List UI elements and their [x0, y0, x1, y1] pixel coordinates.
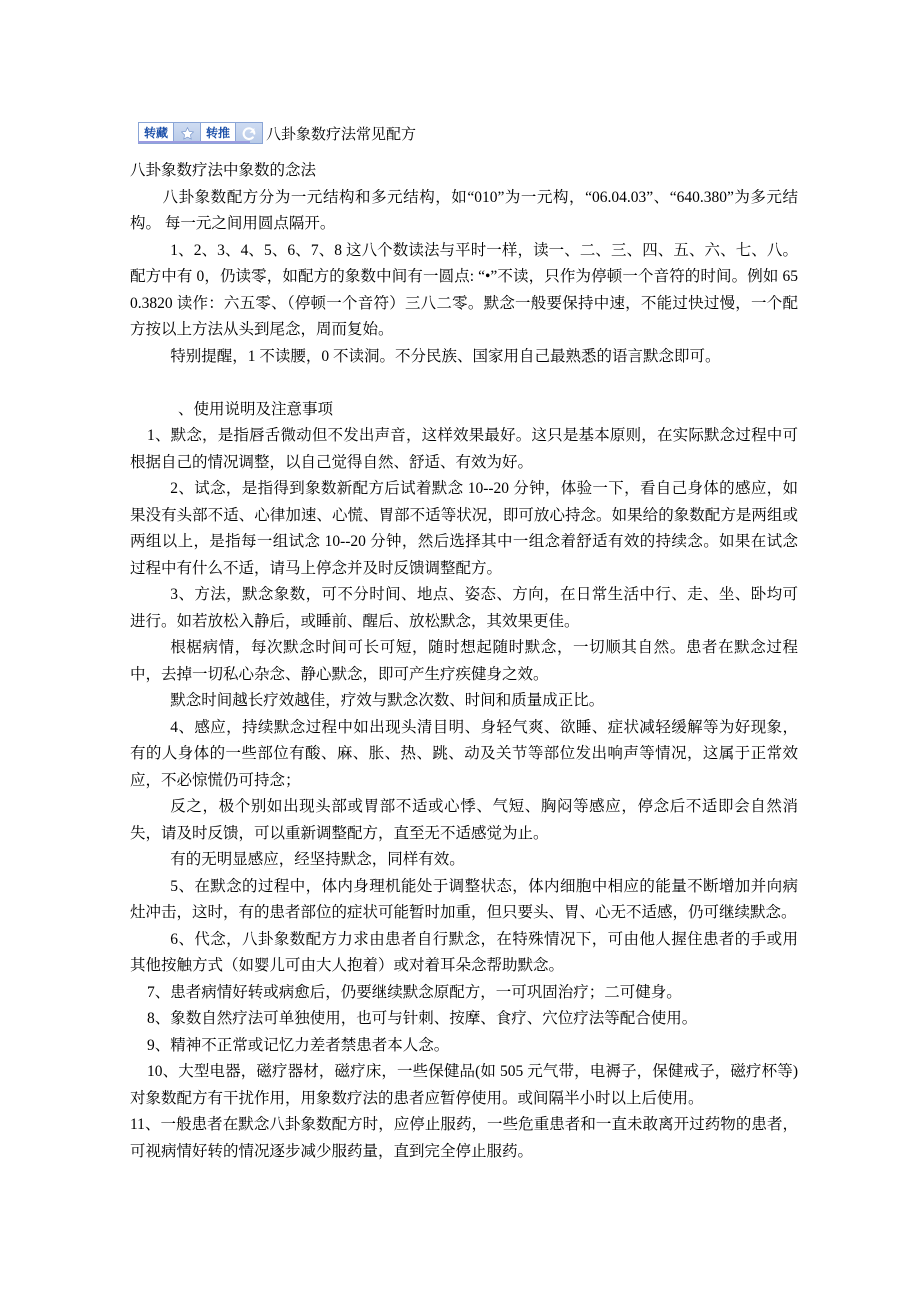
- list-item: 3、方法，默念象数，可不分时间、地点、姿态、方向，在日常生活中行、走、坐、卧均可进行。如若放松入静后，或睡前、醒后、放松默念，其效果更佳。: [130, 586, 798, 630]
- list-item: 根椐病情，每次默念时间可长可短，随时想起随时默念，一切顺其自然。患者在默念过程中，去掉一切私心杂念、静心默念，即可产生疗疾健身之效。: [130, 639, 798, 683]
- list-item: 9、精神不正常或记忆力差者禁患者本人念。: [147, 1036, 450, 1054]
- list-item: 4、感应，持续默念过程中如出现头清目明、身轻气爽、欲睡、症状减轻缓解等为好现象，有的人身体的一些部位有酸、麻、胀、热、跳、动及关节等部位发出响声等情况，这属于正常效应，不必惊慌仍可持念；: [130, 718, 798, 789]
- section-heading-usage-notes: 、使用说明及注意事项: [178, 400, 334, 418]
- list-item: 10、大型电器，磁疗器材，磁疗床，一些保健品(如 505 元气带，电褥子，保健戒子，磁疗杯等)对象数配方有干扰作用，用象数疗法的患者应暂停使用。或间隔半小时以上后使用。: [130, 1063, 798, 1107]
- blank-line: [130, 370, 798, 397]
- list-item: 有的无明显感应，经坚持默念，同样有效。: [170, 851, 465, 868]
- list-item: 8、象数自然疗法可单独使用，也可与针刺、按摩、食疗、穴位疗法等配合使用。: [147, 1010, 698, 1027]
- paragraph-special-reminder: 特别提醒，1 不读腰，0 不读洞。不分民族、国家用自己最熟悉的语言默念即可。: [170, 347, 721, 365]
- list-item: 7、患者病情好转或病愈后，仍要继续默念原配方，一可巩固治疗；二可健身。: [147, 983, 682, 1001]
- bookmark-button[interactable]: 转藏: [139, 123, 173, 143]
- share-toolbar-row: [138, 112, 798, 144]
- document-content: [130, 112, 798, 1165]
- paragraph-number-pronunciation: 1、2、3、4、5、6、7、8 这八个数读法与平时一样，读一、二、三、四、五、六、七、八。配方中有 0，仍读零，如配方的象数中间有一圆点: “•”不读，只作为停顿一个音符的时间。例如 650.3820 读作：六五零、（停顿一个音符）三八二零。默念一般要保持中速，不能过快过慢，一个配方按以上方法从头到尾念，周而复始。: [130, 241, 798, 338]
- list-item: 1、默念，是指唇舌微动但不发出声音，这样效果最好。这只是基本原则，在实际默念过程中可根据自己的情况调整，以自己觉得自然、舒适、有效为好。: [130, 427, 798, 471]
- undo-arrow-icon[interactable]: [235, 123, 262, 143]
- list-item: 反之，极个别如出现头部或胃部不适或心悸、气短、胸闷等感应，停念后不适即会自然消失，请及时反馈，可以重新调整配方，直至无不适感觉为止。: [130, 798, 798, 842]
- star-icon[interactable]: [173, 123, 201, 143]
- paragraph-structure-explained: 八卦象数配方分为一元结构和多元结构，如“010”为一元构，“06.04.03”、“640.380”为多元结构。 每一元之间用圆点隔开。: [130, 188, 798, 232]
- list-item: 11、一般患者在默念八卦象数配方时，应停止服药，一些危重患者和一直未敢离开过药物的患者，可视病情好转的情况逐步减少服药量，直到完全停止服药。: [130, 1116, 798, 1160]
- list-item: 默念时间越长疗效越佳，疗效与默念次数、时间和质量成正比。: [170, 692, 605, 709]
- list-item: 2、试念，是指得到象数新配方后试着默念 10--20 分钟，体验一下，看自己身体的感应，如果没有头部不适、心律加速、心慌、胃部不适等状况，即可放心持念。如果给的象数配方是两组或两组以上，是指每一组试念 10--20 分钟，然后选择其中一组念着舒适有效的持续念。如果在试念过程中有什么不适，请马上停念并及时反馈调整配方。: [130, 480, 798, 577]
- section-heading-reading-method: 八卦象数疗法中象数的念法: [130, 162, 317, 179]
- repost-button[interactable]: 转推: [201, 123, 235, 143]
- list-item: 6、代念，八卦象数配方力求由患者自行默念，在特殊情况下，可由他人握住患者的手或用其他按触方式（如婴儿可由大人抱着）或对着耳朵念帮助默念。: [130, 930, 798, 974]
- page-title: 八卦象数疗法常见配方: [266, 127, 417, 143]
- toolbar-underline: [138, 141, 250, 143]
- list-item: 5、在默念的过程中，体内身理机能处于调整状态，体内细胞中相应的能量不断增加并向病灶冲击，这时，有的患者部位的症状可能暂时加重，但只要头、胃、心无不适感，仍可继续默念。: [130, 877, 798, 921]
- document-body: [130, 158, 798, 1165]
